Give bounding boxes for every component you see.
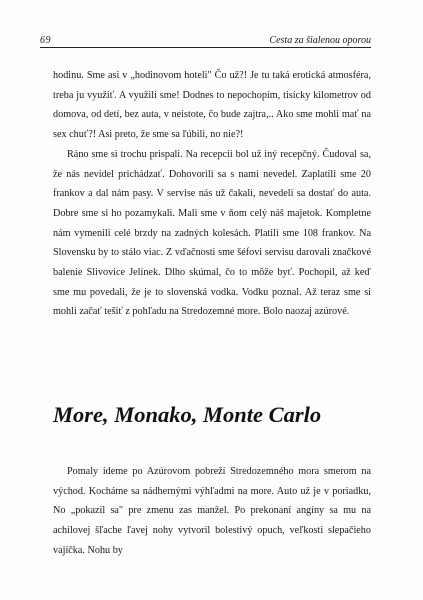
body-text-bottom	[53, 462, 371, 561]
paragraph: Pomaly ideme po Azúrovom pobreží Stredozemného mora smerom na východ. Kocháme sa nádhernými výhľadmi na more. Auto už je v poriadku, No „pokazil sa" pre zmenu zas manžel. Po prekonaní angíny sa mu na achilovej šľache ľavej nohy vytvoril bolestivý opuch, veľkosti slepačieho vajíčka. Nohu by	[53, 466, 371, 556]
running-title: Cesta za šialenou oporou	[269, 35, 371, 46]
page-header	[40, 30, 371, 48]
body-text-top	[53, 66, 371, 322]
paragraph: hodinu. Sme asi v „hodinovom hoteli" Čo už?! Je tu taká erotická atmosféra, treba ju využiť. A využili sme! Dodnes to nepochopím, tisícky kilometrov od domova, od detí, bez auta, v neistote, čo bude zajtra,.. Ako sme mohli mať na sex chuť?! Asi preto, že sme sa ľúbili, no nie?!	[53, 70, 371, 141]
paragraph: Ráno sme si trochu prispali. Na recepcii bol už iný recepčný. Čudoval sa, že nás nevidel prichádzať. Dohovorili sa s nami nevedel. Zaplatili sme 20 frankov a dal nám pasy. V servise nás už čakali, nevedeli sa dostať do auta. Dobre sme si ho pozamykali. Mali sme v ňom celý náš majetok. Kompletne nám vymenili celé brzdy na zadných kolesách. Platili sme 108 frankov. Na Slovensku by to stálo viac. Z vďačnosti sme šéfovi servisu darovali značkové balenie Slivovice Jelínek. Dlho skúmal, čo to môže byť. Pochopil, až keď sme mu povedali, že je to slovenská vodka. Vodku poznal. Až teraz sme si mohli začať tešiť z pohľadu na Stredozemné more. Bolo naozaj azúrové.	[53, 148, 371, 318]
page-number: 69	[40, 35, 51, 46]
chapter-title: More, Monako, Monte Carlo	[53, 402, 322, 427]
